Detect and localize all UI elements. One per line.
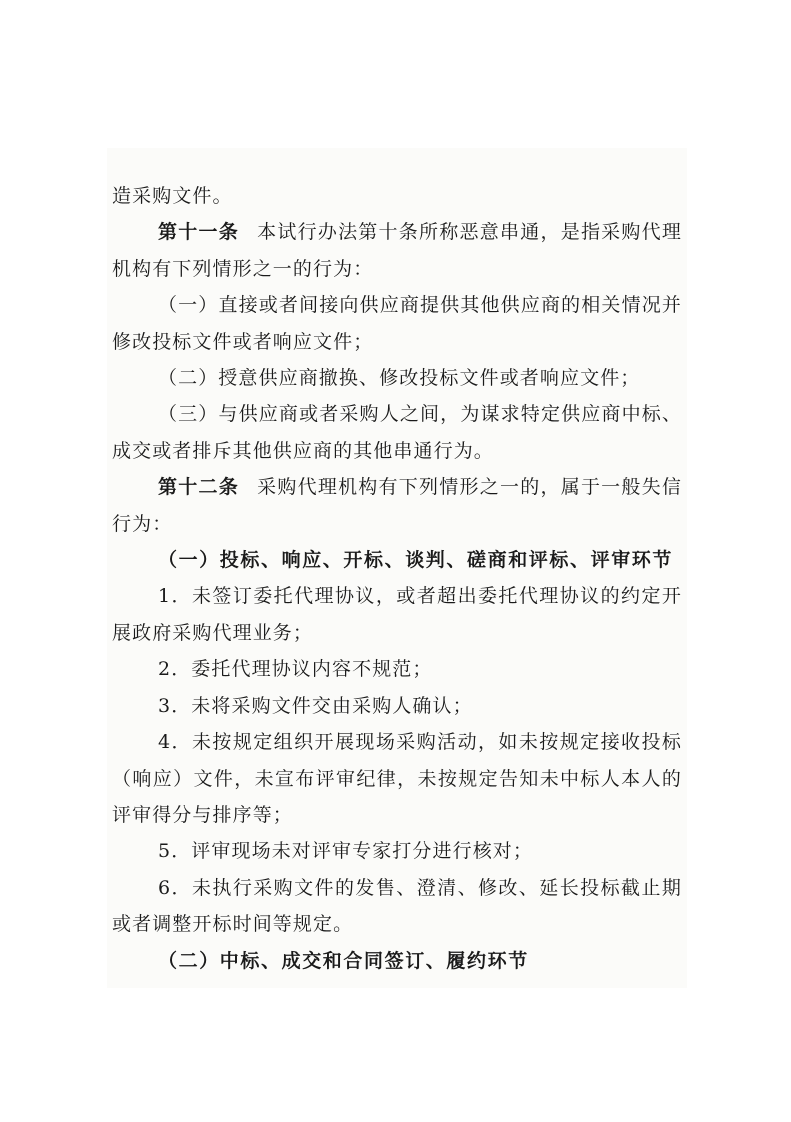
document-body bbox=[112, 178, 682, 979]
list-item-4: 4．未按规定组织开展现场采购活动，如未按规定接收投标（响应）文件，未宣布评审纪律，未按规定告知未中标人本人的评审得分与排序等； bbox=[112, 731, 682, 826]
article-11-item-2: （二）授意供应商撤换、修改投标文件或者响应文件； bbox=[158, 367, 641, 390]
article-12 bbox=[112, 469, 682, 542]
paragraph-continuation: 造采购文件。 bbox=[112, 185, 233, 207]
article-11-item-1: （一）直接或者间接向供应商提供其他供应商的相关情况并修改投标文件或者响应文件； bbox=[112, 294, 682, 353]
list-item-1: 1．未签订委托代理协议，或者超出委托代理协议的约定开展政府采购代理业务； bbox=[112, 585, 682, 644]
article-11 bbox=[112, 214, 682, 287]
article-12-title: 第十二条 bbox=[158, 476, 239, 499]
article-12-text: 采购代理机构有下列情形之一的，属于一般失信行为： bbox=[112, 476, 682, 535]
list-item-3: 3．未将采购文件交由采购人确认； bbox=[158, 694, 473, 717]
section-heading-1: （一）投标、响应、开标、谈判、磋商和评标、评审环节 bbox=[158, 549, 674, 572]
section-heading-2: （二）中标、成交和合同签订、履约环节 bbox=[158, 949, 529, 972]
list-item-2: 2．委托代理协议内容不规范； bbox=[158, 658, 433, 681]
article-11-item-3: （三）与供应商或者采购人之间，为谋求特定供应商中标、成交或者排斥其他供应商的其他串通行为。 bbox=[112, 403, 682, 462]
article-11-title: 第十一条 bbox=[158, 221, 239, 244]
list-item-6: 6．未执行采购文件的发售、澄清、修改、延长投标截止期或者调整开标时间等规定。 bbox=[112, 876, 682, 936]
article-11-text: 本试行办法第十条所称恶意串通，是指采购代理机构有下列情形之一的行为： bbox=[112, 221, 682, 280]
list-item-5: 5．评审现场未对评审专家打分进行核对； bbox=[158, 840, 533, 863]
